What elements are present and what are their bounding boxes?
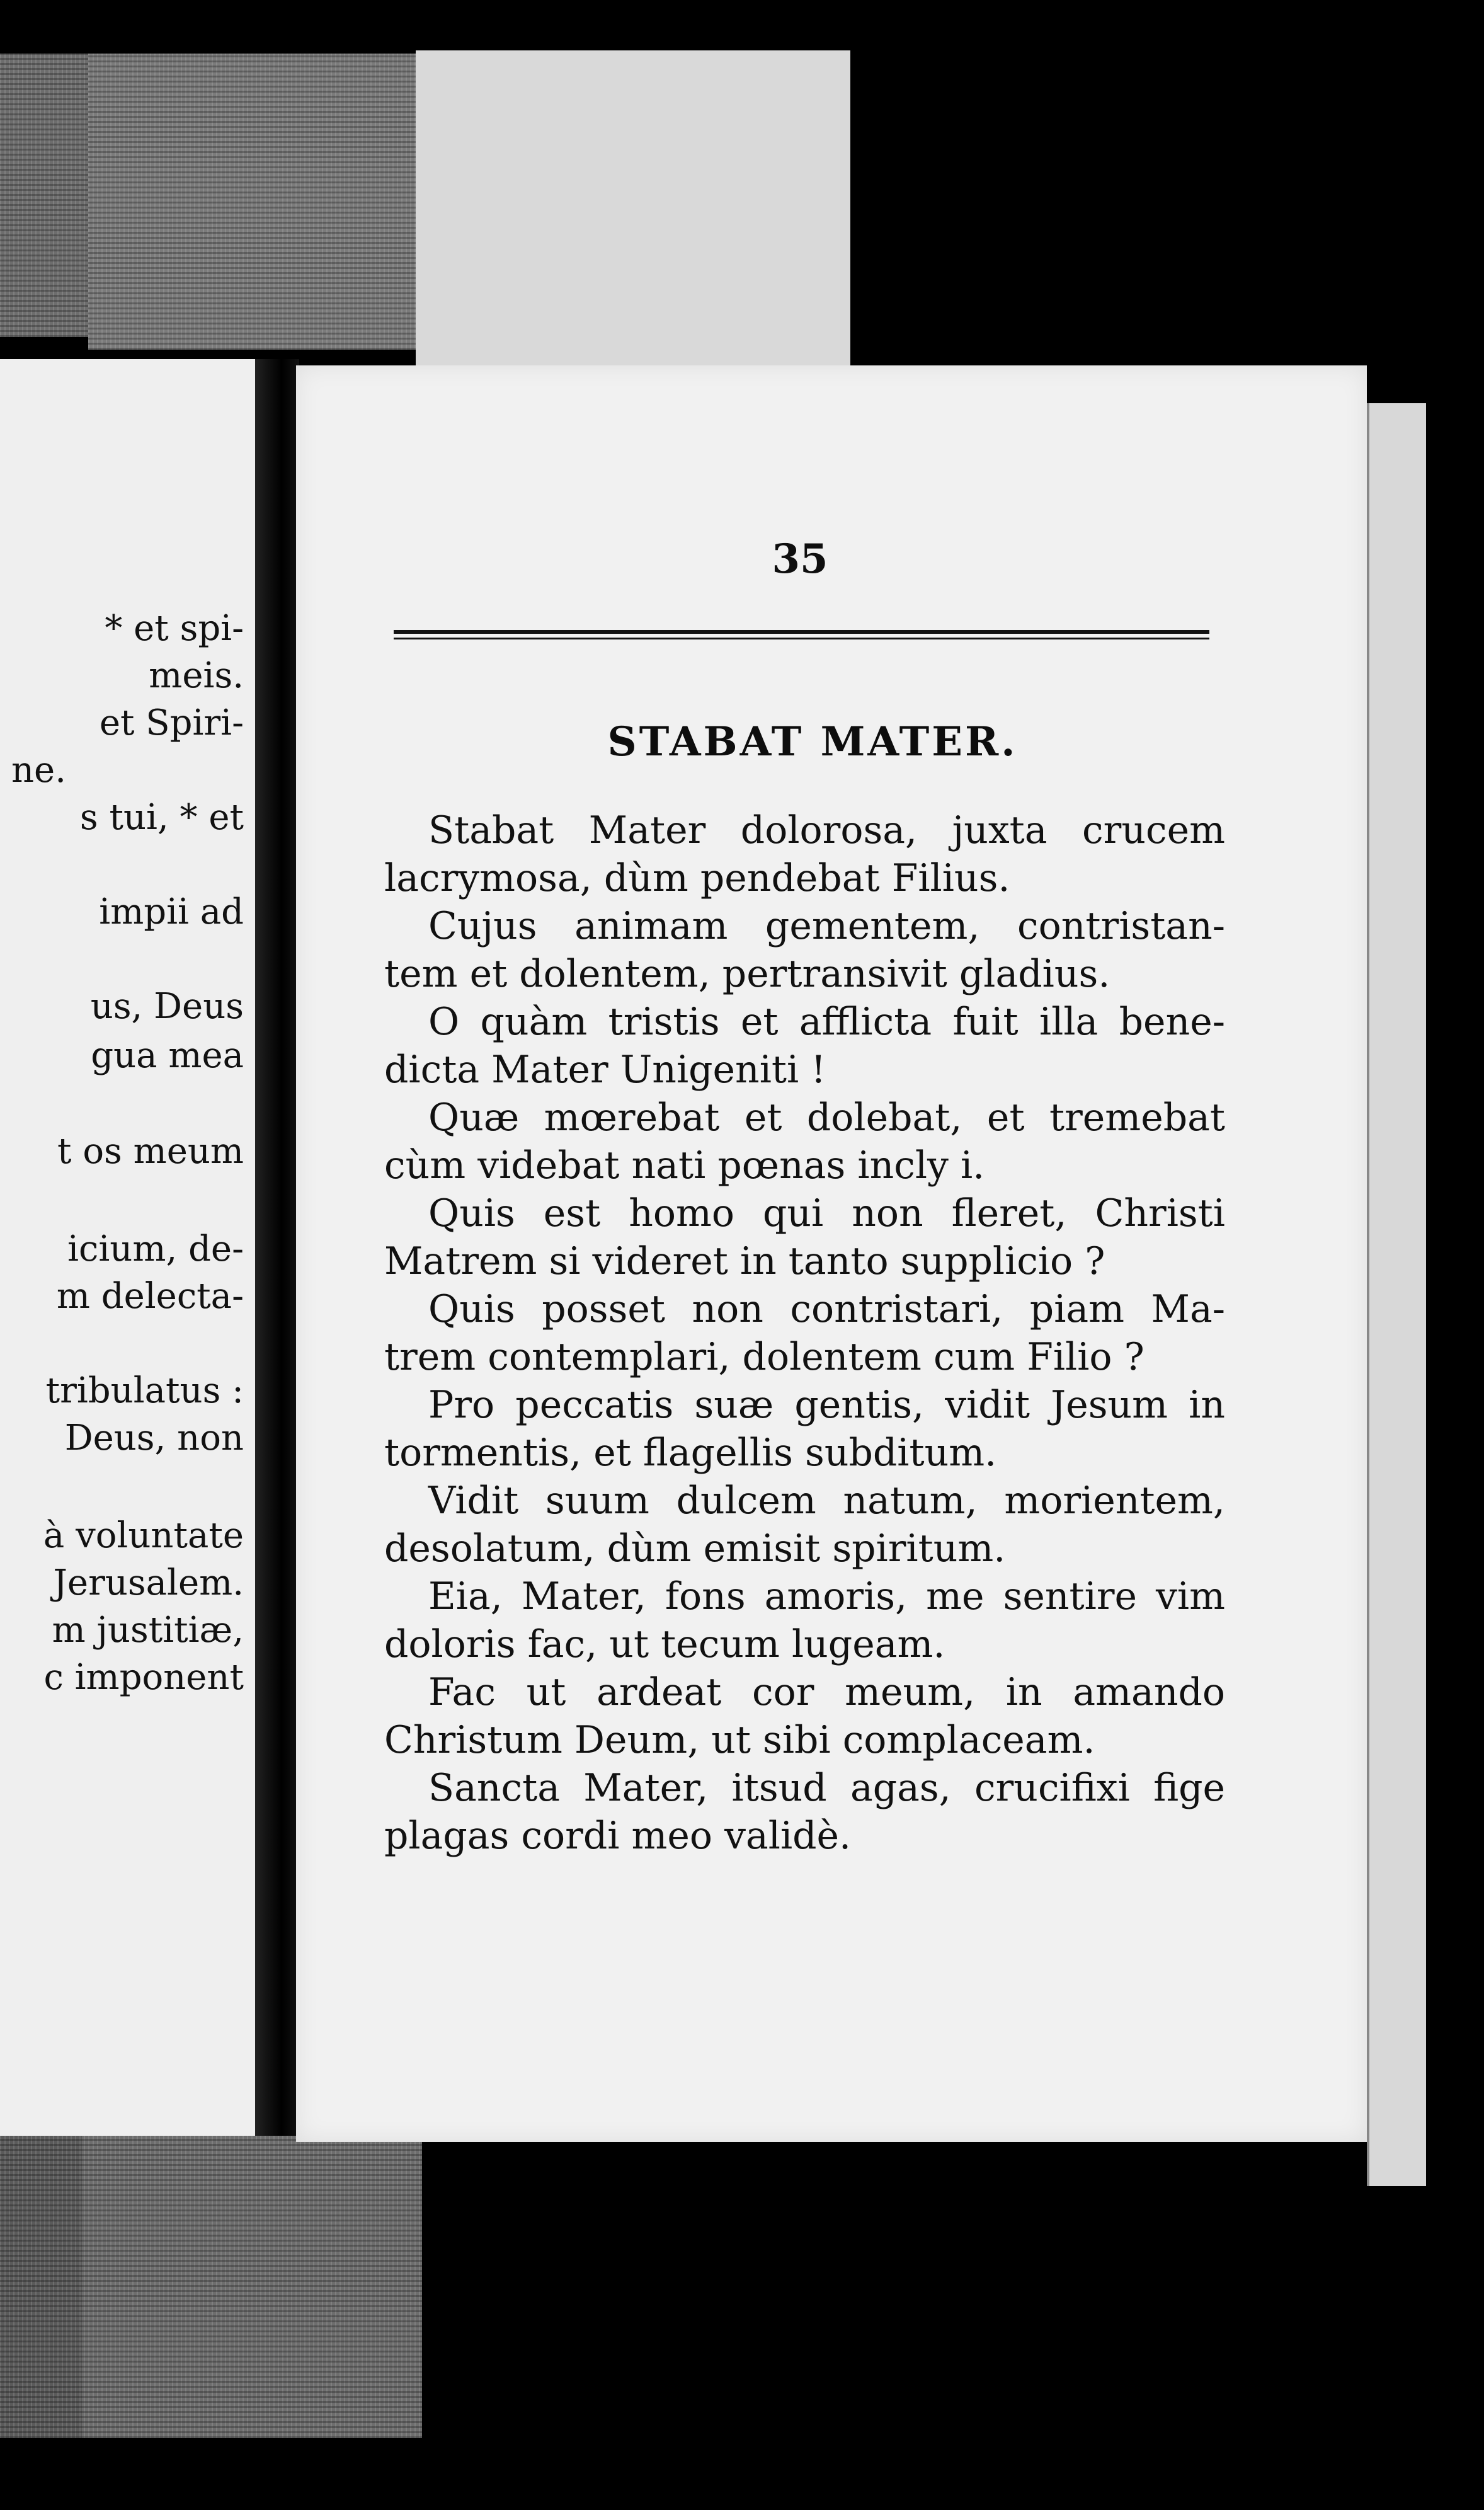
text-line: Matrem si videret in tanto supplicio ? [384, 1239, 1105, 1283]
text-line: Quæ mœrebat et dolebat, et tremebat [428, 1096, 1225, 1140]
gutter-shadow [255, 359, 299, 2136]
text-line: tormentis, et flagellis subditum. [384, 1431, 997, 1475]
left-line: tribulatus : [45, 1370, 244, 1411]
left-line: us, Deus [90, 986, 244, 1027]
text-line: Vidit suum dulcem natum, morientem, [428, 1479, 1225, 1523]
left-line: à voluntate [43, 1515, 244, 1556]
left-line: gua mea [91, 1035, 244, 1076]
binding-cloth-top-inner [88, 54, 416, 350]
left-line: meis. [149, 655, 244, 696]
left-line: Deus, non [64, 1418, 244, 1458]
text-line: Quis est homo qui non fleret, Christi [428, 1191, 1225, 1235]
left-page [0, 359, 255, 2136]
right-page [296, 365, 1367, 2142]
hymn-text [384, 806, 1225, 1860]
left-line: s tui, * et [79, 797, 244, 838]
text-line: plagas cordi meo validè. [384, 1814, 852, 1858]
page-edge-stack [1367, 403, 1426, 2186]
binding-cloth-bottom-edge [0, 2136, 82, 2438]
text-line: trem contemplari, dolentem cum Filio ? [384, 1335, 1144, 1379]
text-line: tem et dolentem, pertransivit gladius. [384, 952, 1110, 996]
text-line: Quis posset non contristari, piam Ma- [428, 1287, 1225, 1331]
header-rule-thin [394, 638, 1209, 639]
text-line: cùm videbat nati pœnas incly i. [384, 1143, 985, 1188]
text-line: Christum Deum, ut sibi complaceam. [384, 1718, 1095, 1762]
text-line: Sancta Mater, itsud agas, crucifixi fige [428, 1766, 1225, 1810]
text-line: Fac ut ardeat cor meum, in amando [428, 1670, 1225, 1714]
left-line: * et spi- [105, 608, 244, 649]
text-line: Stabat Mater dolorosa, juxta crucem [428, 808, 1225, 852]
left-line: c imponent [43, 1657, 244, 1698]
text-line: O quàm tristis et afflicta fuit illa bene- [428, 1000, 1225, 1044]
text-line: lacrymosa, dùm pendebat Filius. [384, 856, 1010, 900]
left-line: m delecta- [56, 1276, 244, 1317]
left-line: Jerusalem. [53, 1562, 244, 1603]
text-line: doloris fac, ut tecum lugeam. [384, 1622, 945, 1666]
header-rule [394, 630, 1209, 634]
page-title: STABAT MATER. [607, 718, 1018, 765]
left-line: m justitiæ, [52, 1610, 244, 1651]
left-line: t os meum [57, 1131, 244, 1172]
text-line: desolatum, dùm emisit spiritum. [384, 1527, 1006, 1571]
back-sheet [416, 50, 850, 365]
text-line: dicta Mater Unigeniti ! [384, 1048, 826, 1092]
left-line: impii ad [99, 891, 244, 932]
left-line: icium, de- [67, 1229, 244, 1269]
page-number: 35 [772, 536, 828, 583]
left-line: et Spiri- [99, 702, 244, 743]
text-line: Eia, Mater, fons amoris, me sentire vim [428, 1574, 1225, 1619]
text-line: Cujus animam gementem, contristan- [428, 904, 1225, 948]
left-line: ne. [11, 750, 66, 791]
text-line: Pro peccatis suæ gentis, vidit Jesum in [428, 1383, 1225, 1427]
